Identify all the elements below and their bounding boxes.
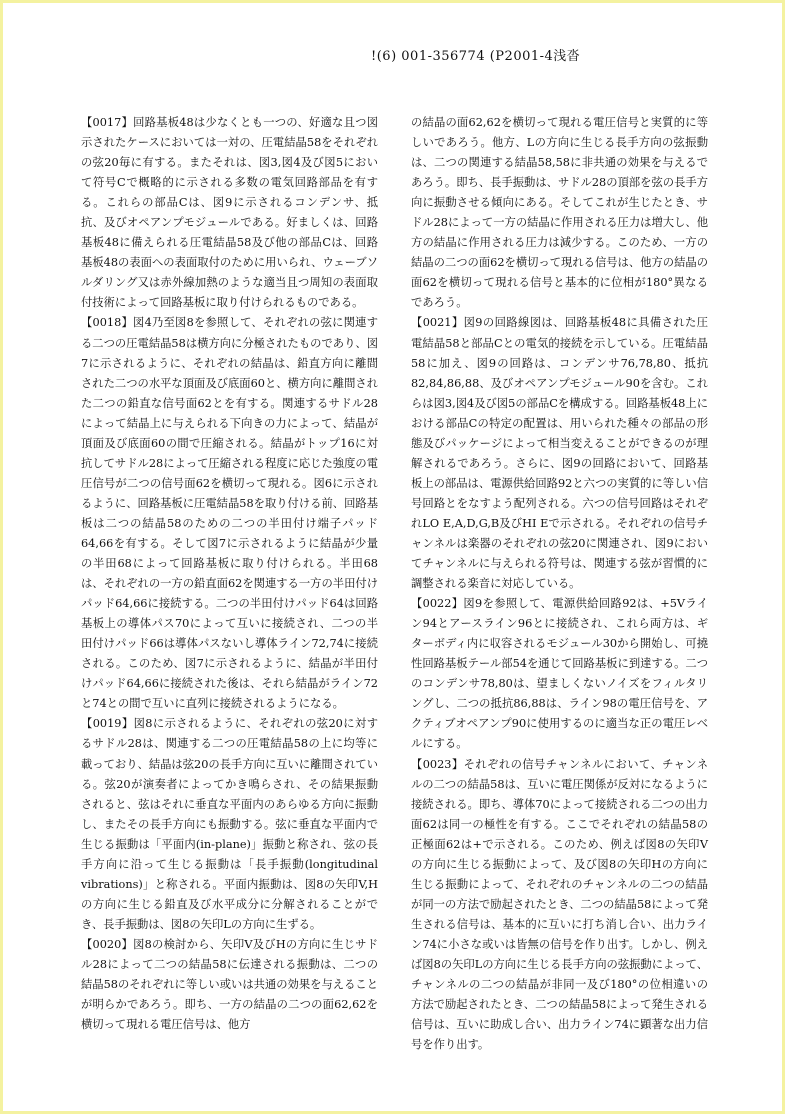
paragraph-0020: 【0020】図8の検討から、矢印V及びHの方向に生じサドル28によって二つの結晶58に伝達される振動は、二つの結晶58のそれぞれに等しい或いは共通の効果を与えることが明らかであろう。即ち、一方の結晶の二つの面62,62を横切って現れる電圧信号は、他方 [81, 937, 378, 1032]
left-column [81, 113, 378, 1035]
paragraph-0017: 【0017】回路基板48は少なくとも一つの、好適な且つ図示されたケースにおいては一対の、圧電結晶58をそれぞれの弦20毎に有する。またそれは、図3,図4及び図5において符号Cで概略的に示される多数の電気回路部品を有する。これらの部品Cは、図9に示されるコンデンサ、抵抗、及びオペアンプモジュールである。好ましくは、回路基板48に備えられる圧電結晶58及び他の部品Cは、回路基板48の表面への表面取付のために用いられ、ウェーブソルダリング又は赤外線加熱のような適当且つ周知の表面取付技術によって回路基板に取り付けられるものである。 [81, 116, 378, 310]
right-column [411, 113, 708, 1055]
page-header: !(6) 001-356774 (P2001-4浅沓 [371, 49, 581, 64]
paragraph-0023: 【0023】それぞれの信号チャンネルにおいて、チャンネルの二つの結晶58は、互いに電圧関係が反対になるように接続される。即ち、導体70によって接続される二つの出力面62は同一の極性を有する。ここでそれぞれの結晶58の正極面62は+で示される。このため、例えば図8の矢印Vの方向に生じる振動によって、及び図8の矢印Hの方向に生じる振動によって、それぞれのチャンネルの二つの結晶が同一の方法で励起されたとき、二つの結晶58によって発生される信号は、基本的に互いに打ち消し合い、出力ライン74に小さな或いは皆無の信号を作り出す。しかし、例えば図8の矢印Lの方向に生じる長手方向の弦振動によって、チャンネルの二つの結晶が非同一及び180°の位相違いの方法で励起されたとき、二つの結晶58によって発生される信号は、互いに助成し合い、出力ライン74に顕著な出力信号を作り出す。 [411, 757, 708, 1052]
paragraph-0018: 【0018】図4乃至図8を参照して、それぞれの弦に関連する二つの圧電結晶58は横方向に分極されたものであり、図7に示されるように、それぞれの結晶は、鉛直方向に離間された二つの水平な頂面及び底面60と、横方向に離間された二つの鉛直な信号面62とを有する。関連するサドル28によって結晶上に与えられる下向きの力によって、結晶が頂面及び底面60の間で圧縮される。結晶がトップ16に対抗してサドル28によって圧縮される程度に応じた強度の電圧信号が二つの信号面62を横切って現れる。図6に示されるように、回路基板に圧電結晶58を取り付ける前、回路基板は二つの結晶58のための二つの半田付け端子パッド64,66を有する。そして図7に示されるように結晶が少量の半田68によって回路基板に取り付けられる。半田68は、それぞれの一方の鉛直面62を関連する一方の半田付けパッド64,66に接続する。二つの半田付けパッド64は回路基板上の導体パス70によって互いに接続され、二つの半田付けパッド66は導体パスないし導体ライン72,74に接続される。このため、図7に示されるように、結晶が半田付けパッド64,66に接続された後は、それら結晶がライン72と74との間で互いに直列に接続されるようになる。 [81, 316, 378, 711]
paragraph-0022: 【0022】図9を参照して、電源供給回路92は、+5Vライン94とアースライン96とに接続され、これら両方は、ギターボディ内に収容されるモジュール30から開始し、可撓性回路基板テール部54を通じて回路基板に到達する。二つのコンデンサ78,80は、望ましくないノイズをフィルタリングし、二つの抵抗86,88は、ライン98の電圧信号を、アクティブオペアンプ90に使用するのに適当な正の電圧レベルにする。 [411, 597, 708, 751]
paragraph-0019: 【0019】図8に示されるように、それぞれの弦20に対するサドル28は、関連する二つの圧電結晶58の上に均等に載っており、結晶は弦20の長手方向に互いに離間されている。弦20が演奏者によってかき鳴らされ、その結果振動されると、弦はそれに垂直な平面内のあらゆる方向に振動し、またその長手方向にも振動する。弦に垂直な平面内で生じる振動は「平面内(in-plane)」振動と称され、弦の長手方向に沿って生じる振動は「長手振動(longitudinal vibrations)」と称される。平面内振動は、図8の矢印V,Hの方向に生じる鉛直及び水平成分に分解されることができ、長手振動は、図8の矢印Lの方向に生ずる。 [81, 717, 378, 931]
paragraph-0021: 【0021】図9の回路線図は、回路基板48に具備された圧電結晶58と部品Cとの電気的接続を示している。圧電結晶58に加え、図9の回路は、コンデンサ76,78,80、抵抗82,84,86,88、及びオペアンプモジュール90を含む。これらは図3,図4及び図5の部品Cを構成する。回路基板48上における部品Cの特定の配置は、用いられた種々の部品の形態及びパッケージによって相当変えることができるのが理解されるであろう。さらに、図9の回路において、回路基板上の部品は、電源供給回路92と六つの実質的に等しい信号回路とをなすよう配列される。六つの信号回路はそれぞれLO E,A,D,G,B及びHI Eで示される。それぞれの信号チャンネルは楽器のそれぞれの弦20に関連され、図9においてチャンネルに与えられる符号は、関連する弦が習慣的に調整される楽音に対応している。 [411, 316, 708, 591]
paragraph-0020-cont: の結晶の面62,62を横切って現れる電圧信号と実質的に等しいであろう。他方、Lの方向に生じる長手方向の弦振動は、二つの関連する結晶58,58に非共通の効果を与えるであろう。即ち、長手振動は、サドル28の頂部を弦の長手方向に振動させる傾向にある。そしてこれが生じたとき、サドル28によって一方の結晶に作用される圧力は増大し、他方の結晶に作用される圧力は減少する。このため、一方の結晶の二つの面62を横切って現れる信号は、他方の結晶の面62を横切って現れる信号と基本的に位相が180°異なるであろう。 [411, 116, 708, 310]
